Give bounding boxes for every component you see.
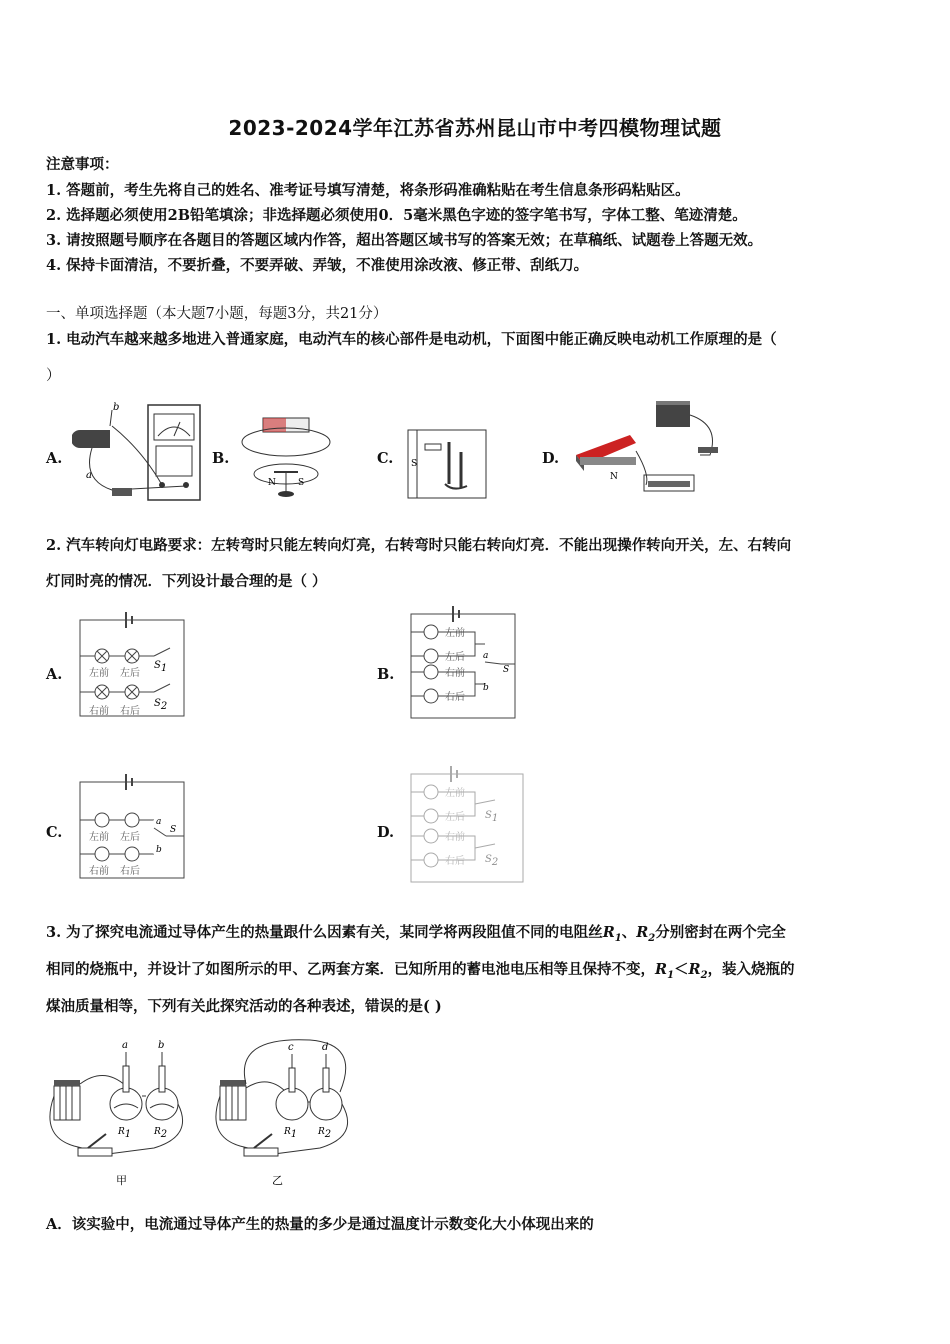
- switch-label-s2: S2: [154, 698, 168, 712]
- lamp-label-rf: 右前: [445, 832, 465, 843]
- notice-heading: 注意事项：: [46, 156, 119, 173]
- fig-label-s: S: [411, 459, 418, 469]
- lamp-label-lf: 左前: [89, 668, 109, 679]
- switch-label-b: b: [483, 683, 489, 693]
- q1-figure-c: [405, 422, 490, 502]
- question-2-text: 2. 汽车转向灯电路要求：左转弯时只能左转向灯亮，右转弯时只能右转向灯亮．不能出现操作转向开关，左、右转向: [46, 537, 792, 554]
- q2-option-d[interactable]: D.: [377, 824, 395, 841]
- fig-letter-d: d: [322, 1042, 329, 1053]
- fig-letter-a: a: [122, 1040, 128, 1051]
- notice-item: 2. 选择题必须使用2B铅笔填涂；非选择题必须使用0．5毫米黑色字迹的签字笔书写，字体工整、笔迹清楚。: [46, 207, 747, 224]
- q2-figure-a: [74, 606, 192, 724]
- lamp-label-lb: 左后: [120, 832, 140, 843]
- lamp-label-rf: 右前: [445, 668, 465, 679]
- q2-option-c[interactable]: C.: [46, 824, 63, 841]
- switch-label-a: a: [483, 651, 489, 661]
- fig-label-s: S: [298, 478, 305, 488]
- figure-caption-jia: 甲: [116, 1174, 127, 1186]
- q2-option-a[interactable]: A.: [46, 666, 63, 683]
- fig-label-n: N: [268, 478, 276, 488]
- resistor-label-r2: R2: [154, 1127, 168, 1140]
- q2-option-b[interactable]: B.: [377, 666, 395, 683]
- switch-label-b: b: [156, 845, 162, 855]
- question-3-text-cont2: 煤油质量相等，下列有关此探究活动的各种表述，错误的是( ): [46, 998, 442, 1015]
- fig-label-a: a: [86, 470, 92, 481]
- lamp-label-lf: 左前: [89, 832, 109, 843]
- lamp-label-lf: 左前: [445, 788, 465, 799]
- q1-figure-d: [570, 395, 730, 503]
- q1-option-d[interactable]: D.: [542, 450, 560, 467]
- q2-figure-c: [74, 768, 192, 886]
- fig-label-n: N: [610, 472, 618, 482]
- question-1-text-cont: ）: [46, 368, 61, 384]
- switch-label-s: S: [503, 665, 510, 675]
- question-1-text: 1. 电动汽车越来越多地进入普通家庭，电动汽车的核心部件是电动机，下面图中能正确反映电动机工作原理的是（: [46, 331, 777, 348]
- q1-figure-a: [72, 400, 207, 505]
- q3-figure-yi: [210, 1036, 360, 1186]
- figure-caption-yi: 乙: [272, 1174, 283, 1186]
- switch-label-s: S: [170, 825, 177, 835]
- resistor-label-r1: R1: [118, 1127, 132, 1140]
- q1-option-c[interactable]: C.: [377, 450, 394, 467]
- switch-label-a: a: [156, 817, 162, 827]
- lamp-label-rb: 右后: [445, 856, 465, 867]
- resistor-label-r1: R1: [284, 1127, 298, 1140]
- resistor-label-r2: R2: [318, 1127, 332, 1140]
- q1-figure-b: [238, 412, 333, 502]
- fig-letter-c: c: [288, 1042, 294, 1053]
- lamp-label-rf: 右前: [89, 706, 109, 717]
- fig-letter-b: b: [158, 1040, 165, 1051]
- q1-option-a[interactable]: A.: [46, 450, 63, 467]
- question-3-text-cont: 相同的烧瓶中，并设计了如图所示的甲、乙两套方案．已知所用的蓄电池电压相等且保持不变，$R_1<R_2$，装入烧瓶的: [46, 961, 795, 981]
- notice-item: 3. 请按照题号顺序在各题目的答题区域内作答，超出答题区域书写的答案无效；在草稿纸、试题卷上答题无效。: [46, 232, 763, 249]
- section-heading: 一、单项选择题（本大题7小题，每题3分，共21分）: [46, 306, 388, 322]
- question-2-text-cont: 灯同时亮的情况．下列设计最合理的是（ ）: [46, 573, 327, 590]
- q2-figure-d: [405, 760, 529, 886]
- q3-option-a[interactable]: A．该实验中，电流通过导体产生的热量的多少是通过温度计示数变化大小体现出来的: [46, 1216, 594, 1233]
- q2-figure-b: [405, 600, 523, 722]
- lamp-label-rb: 右后: [445, 692, 465, 703]
- switch-label-s2: S2: [485, 854, 499, 868]
- notice-item: 4. 保持卡面清洁，不要折叠，不要弄破、弄皱，不准使用涂改液、修正带、刮纸刀。: [46, 257, 589, 274]
- notice-item: 1. 答题前，考生先将自己的姓名、准考证号填写清楚，将条形码准确粘贴在考生信息条形码粘贴区。: [46, 182, 690, 199]
- lamp-label-rf: 右前: [89, 866, 109, 877]
- q3-figure-jia: [44, 1036, 194, 1186]
- lamp-label-lf: 左前: [445, 628, 465, 639]
- lamp-label-rb: 右后: [120, 706, 140, 717]
- fig-label-b: b: [113, 402, 120, 413]
- page-title: 2023-2024学年江苏省苏州昆山市中考四模物理试题: [228, 116, 722, 140]
- lamp-label-lb: 左后: [120, 668, 140, 679]
- lamp-label-lb: 左后: [445, 812, 465, 823]
- q1-option-b[interactable]: B.: [212, 450, 230, 467]
- switch-label-s1: S1: [154, 660, 168, 674]
- question-3-text: 3. 为了探究电流通过导体产生的热量跟什么因素有关，某同学将两段阻值不同的电阻丝$R_1$、$R_2$分别密封在两个完全: [46, 924, 786, 944]
- lamp-label-rb: 右后: [120, 866, 140, 877]
- lamp-label-lb: 左后: [445, 652, 465, 663]
- switch-label-s1: S1: [485, 810, 499, 824]
